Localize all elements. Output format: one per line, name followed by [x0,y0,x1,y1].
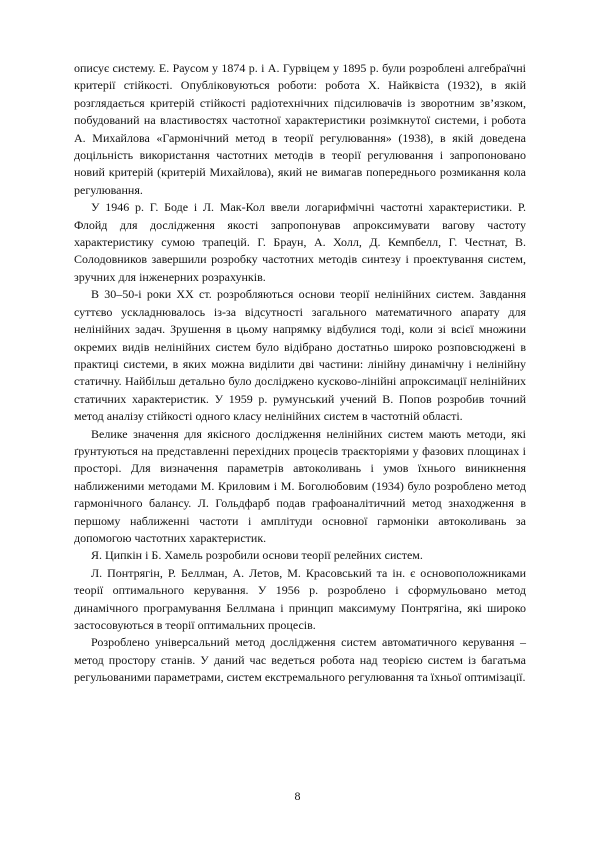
paragraph: У 1946 р. Г. Боде і Л. Мак-Кол ввели логарифмічні частотні характеристики. Р. Флойд для дослідження якості запропонував апроксимувати вагову частоту характеристику сумою трапецій. Г. Браун, А. Холл, Д. Кемпбелл, Г. Честнат, В. Солодовников завершили розробку частотних методів синтезу і проектування систем, зручних для інженерних розрахунків. [74,200,526,284]
paragraph: В 30–50-і роки XX ст. розробляються основи теорії нелінійних систем. Завдання суттєво ускладнювалось із-за відсутності загального математичного апарату для нелінійних задач. Зрушення в цьому напрямку відбулися тоді, коли зі всієї множини окремих видів нелінійних систем було відібрано достатньо широко розповсюджені в практиці системи, в яких можна виділити дві частини: лінійну динамічну і нелінійну статичну. Найбільш детально було досліджено кусково-лінійні апроксимації нелінійних статичних характеристик. У 1959 р. румунський учений В. Попов розробив точний метод аналізу стійкості одного класу нелінійних систем в частотній області. [74,287,526,424]
paragraph: Розроблено універсальний метод дослідження систем автоматичного керування – метод простору станів. У даний час ведеться робота над теорією систем із багатьма регульованими параметрами, систем екстремального регулювання та їхньої оптимізації. [74,635,526,685]
paragraph: Велике значення для якісного дослідження нелінійних систем мають методи, які ґрунтуються на представленні перехідних процесів траєкторіями у фазових площинах і просторі. Для визначення параметрів автоколивань і умов їхнього виникнення наближеними методами М. Криловим і М. Боголюбовим (1934) було розроблено метод гармонічного балансу. Л. Гольдфарб подав графоаналітичний метод знаходження в першому наближенні частоти і амплітуди основної гармоніки автоколивань за допомогою частотних характеристик. [74,426,526,545]
page-number: 8 [294,789,301,803]
page-body [74,60,526,687]
paragraph: Я. Ципкін і Б. Хамель розробили основи теорії релейних систем. [91,548,423,563]
paragraph: описує систему. Е. Раусом у 1874 р. і А. Гурвіцем у 1895 р. були розроблені алгебраїчні критерії стійкості. Опубліковуються роботи: робота Х. Найквіста (1932), в якій розглядається критерій стійкості радіотехнічних підсилювачів із зворотним зв’язком, побудований на властивостях частотної характеристики розімкнутої системи, і робота А. Михайлова «Гармонічний метод в теорії регулювання» (1938), в якій доведена доцільність використання частотних методів в теорії регулювання і запропоновано новий критерій (критерій Михайлова), який не вимагав попереднього розмикання кола регулювання. [74,61,526,197]
paragraph: Л. Понтрягін, Р. Беллман, А. Летов, М. Красовський та ін. є основоположниками теорії оптимального керування. У 1956 р. розроблено і сформульовано метод динамічного програмування Беллмана і принцип максимуму Понтрягіна, які широко застосовуються в теорії оптимальних процесів. [74,565,526,632]
